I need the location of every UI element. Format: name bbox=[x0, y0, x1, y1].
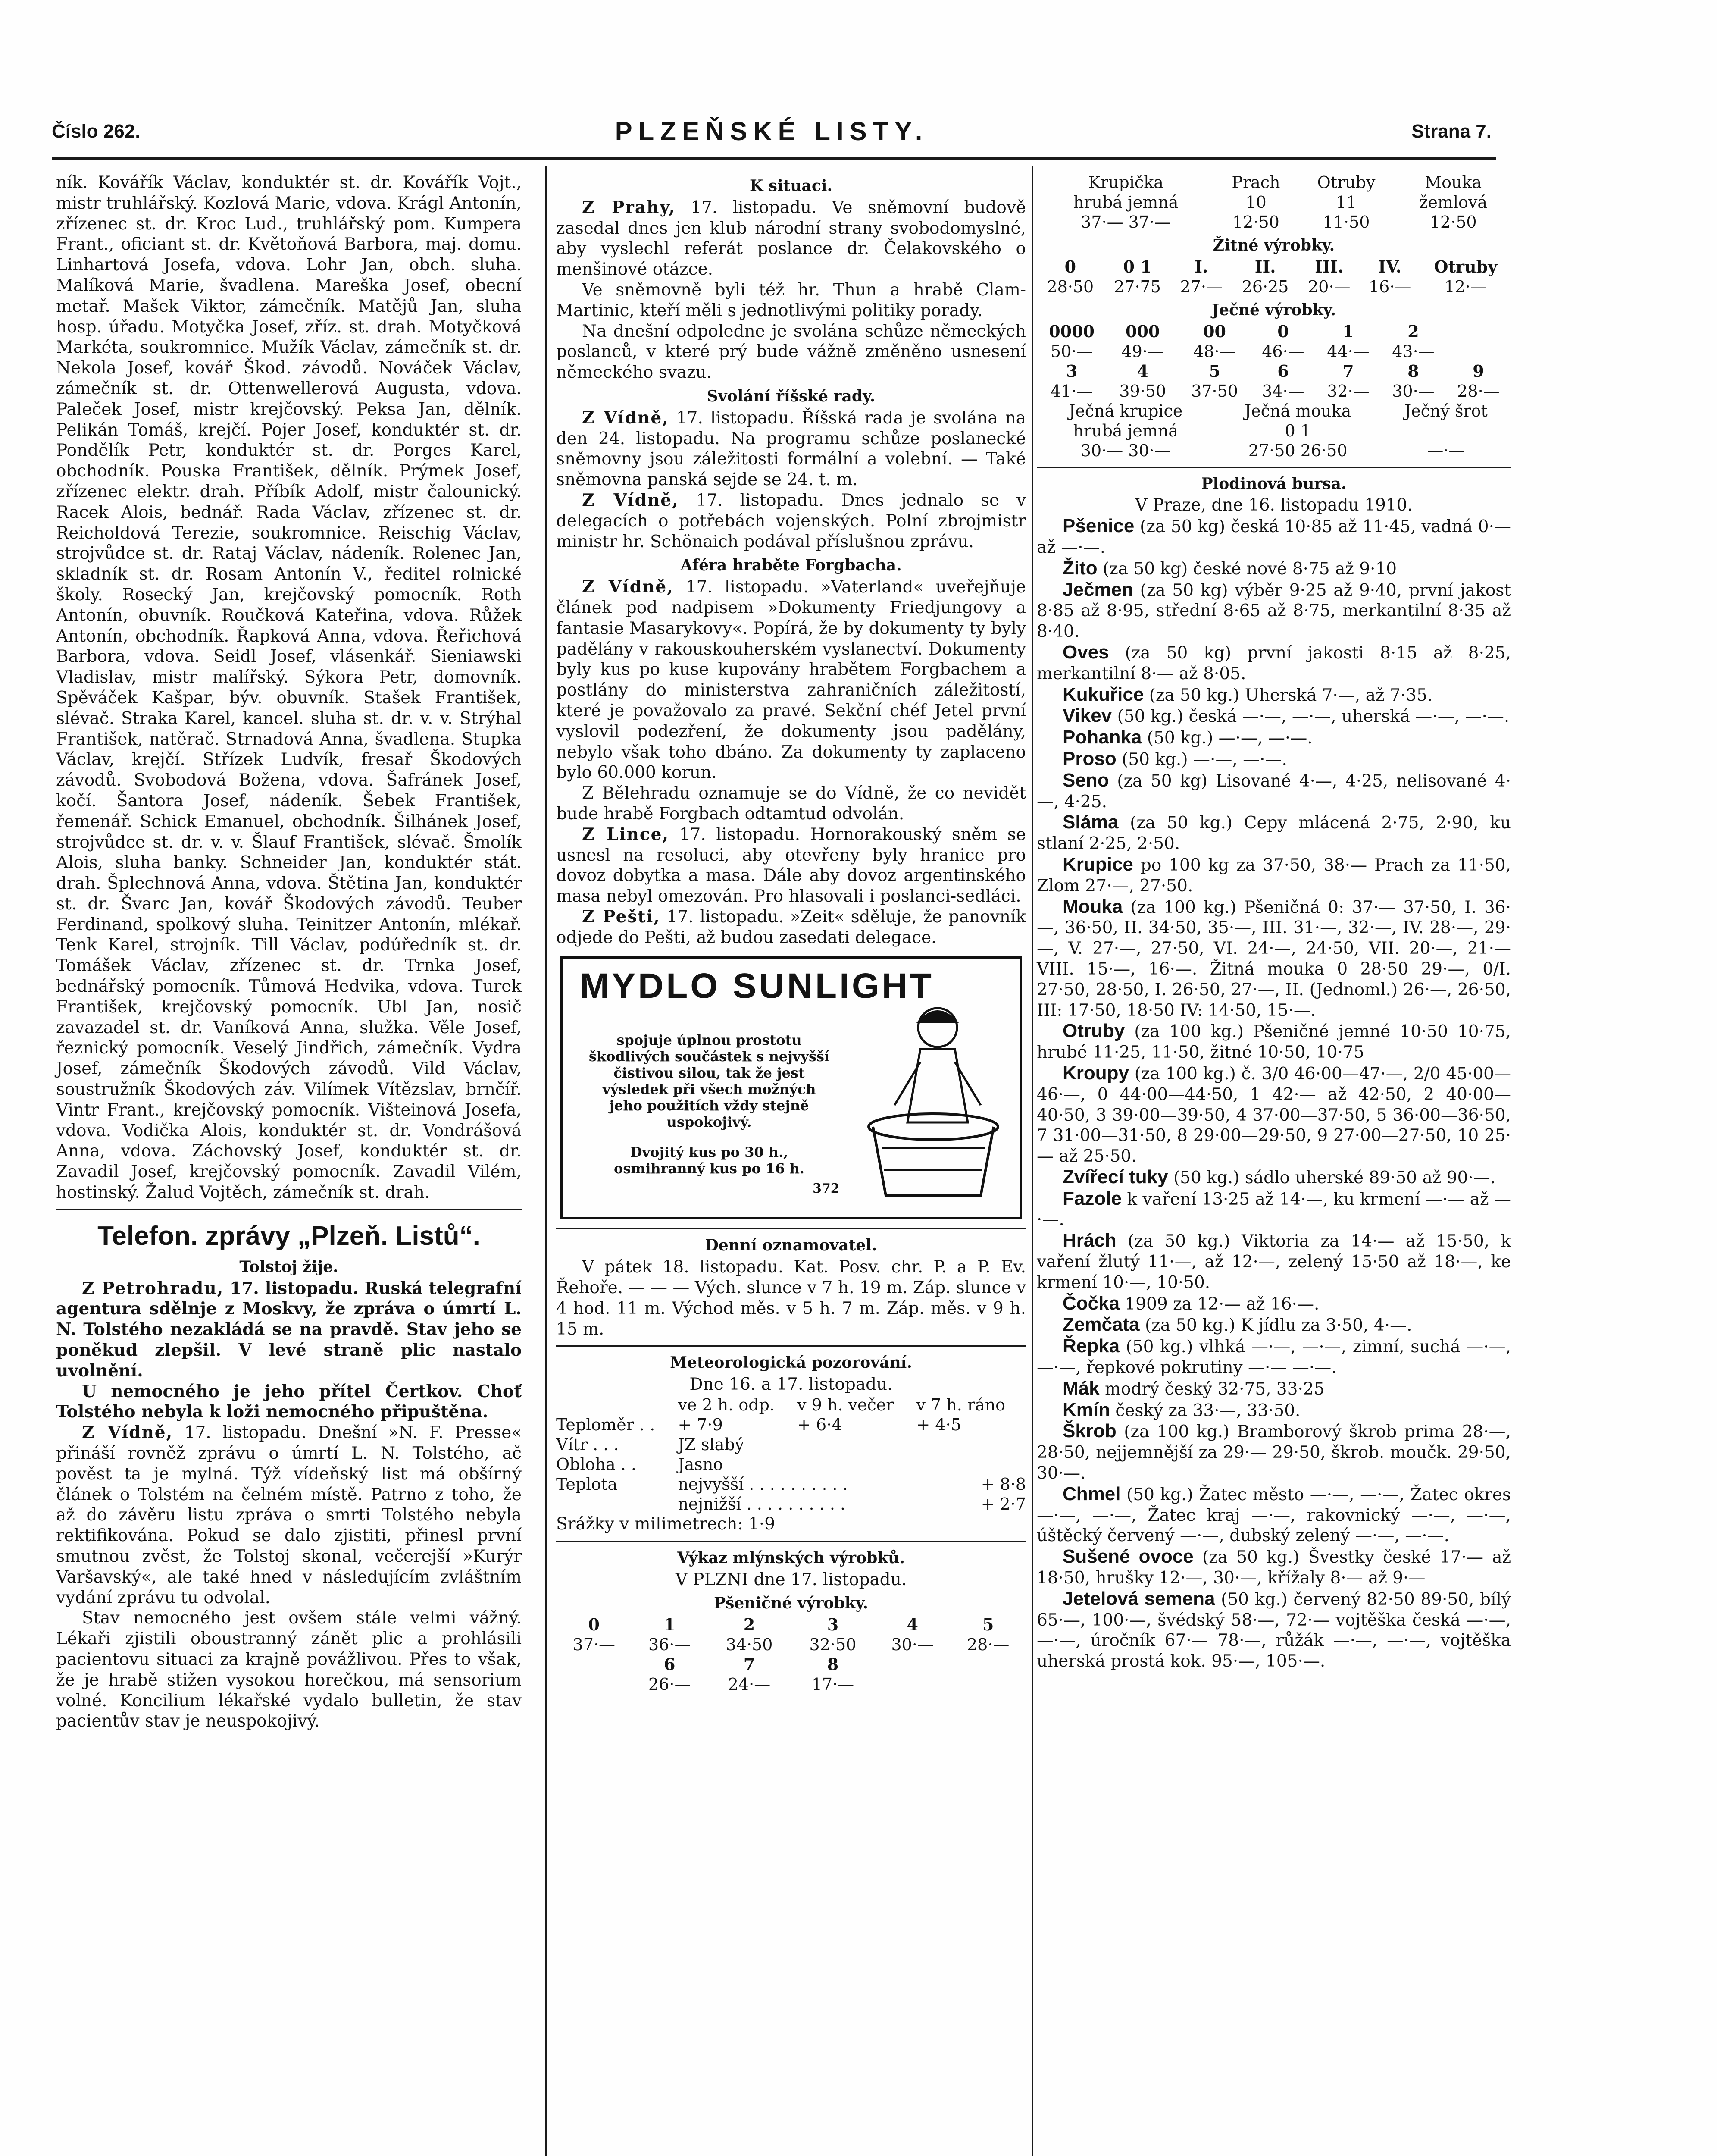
commodity-prices: (za 50 kg.) Uherská 7·—, až 7·35. bbox=[1144, 685, 1433, 705]
commodity-name: Krupice bbox=[1063, 853, 1133, 875]
commodity-entry bbox=[1037, 1021, 1511, 1063]
commodity-name: Proso bbox=[1063, 748, 1117, 769]
afera-paragraph-3: Z Lince, 17. listopadu. Hornorakouský sněm se usnesl na resoluci, aby otevřeny byly hranice pro dovoz dobytka a masa. Dále aby dovoz argentinského masa nebyl omezován. Pro hlasovali i poslanci-sedláci. bbox=[556, 824, 1026, 906]
rada-paragraph-2: Z Vídně, 17. listopadu. Dnes jednalo se v delegacích o potřebách vojenských. Polní zbrojmistr ministr hr. Schönaich podával příslušnou zprávu. bbox=[556, 490, 1026, 552]
meteo-date: Dne 16. a 17. listopadu. bbox=[689, 1375, 893, 1395]
jecne-extra-head-row: Ječná krupice Ječná mouka Ječný šrot bbox=[1069, 401, 1488, 420]
section-rule-2 bbox=[556, 1228, 1026, 1229]
krupicka-sub-row: hrubá jemná 10 11 žemlová bbox=[1073, 193, 1488, 212]
commodity-name: Řepka bbox=[1063, 1335, 1120, 1357]
commodity-entry bbox=[1037, 558, 1511, 580]
column-divider-2 bbox=[1032, 166, 1033, 2156]
commodity-prices: (za 50 kg.) Cepy mlácená 2·75, 2·90, ku stlaní 2·25, 2·50. bbox=[1037, 813, 1511, 854]
rada-heading: Svolání říšské rady. bbox=[707, 387, 876, 405]
commodity-name: Žito bbox=[1063, 557, 1098, 579]
tolstoj-paragraph-2: U nemocného je jeho přítel Čertkov. Choť Tolstého nebyla k loži nemocného připuštěna. bbox=[56, 1381, 522, 1422]
page-header bbox=[52, 116, 1492, 155]
commodity-name: Pšenice bbox=[1063, 515, 1135, 537]
commodity-entry bbox=[1037, 727, 1511, 749]
commodity-name: Kroupy bbox=[1063, 1062, 1129, 1084]
psenicne-numbers-row-2: 6 7 8 bbox=[664, 1655, 839, 1674]
commodity-name: Hrách bbox=[1063, 1230, 1117, 1251]
tolstoj-paragraph-1: Z Petrohradu, 17. listopadu. Ruská telegrafní agentura sdělnje z Moskvy, že zpráva o úmrtí L. N. Tolstého nezakládá se na pravdě. Stav jeho se poněkud zlepšil. V levé straně plic nastalo uvolnění. bbox=[56, 1278, 522, 1381]
commodity-prices: modrý český 32·75, 33·25 bbox=[1099, 1379, 1325, 1399]
meteo-temp-min-row: nejnižší . . . . . . . . . . + 2·7 bbox=[678, 1495, 1026, 1514]
section-rule bbox=[56, 1209, 522, 1210]
commodity-entry bbox=[1037, 1188, 1511, 1231]
commodity-name: Mouka bbox=[1063, 896, 1123, 917]
bursa-items bbox=[1037, 516, 1511, 1672]
krupicka-head-row: Krupička Prach Otruby Mouka bbox=[1088, 173, 1482, 192]
commodity-prices: po 100 kg za 37·50, 38·— Prach za 11·50, Zlom 27·—, 27·50. bbox=[1037, 855, 1511, 896]
jecne-head-row-2: 3 4 5 6 7 8 9 bbox=[1066, 361, 1484, 381]
jecne-table bbox=[1037, 322, 1511, 401]
psenicne-table bbox=[556, 1615, 1026, 1694]
commodity-prices: (50 kg.) —·—, —·—. bbox=[1142, 728, 1313, 748]
krupicka-values-row: 37·— 37·— 12·50 11·50 12·50 bbox=[1081, 213, 1477, 232]
sunlight-advertisement bbox=[560, 956, 1022, 1219]
commodity-name: Fazole bbox=[1063, 1188, 1122, 1209]
issue-number: Číslo 262. bbox=[52, 121, 141, 142]
commodity-prices: (50 kg.) červený 82·50 89·50, bílý 65·—, 100·—, švédský 58·—, 72·— vojtěška česká —·—, —·—, úročník 67·— 78·—, růžák —·—, —·—, vojtěška uherská prostá kok. 95·—, 105·—. bbox=[1037, 1589, 1511, 1671]
column-2 bbox=[556, 172, 1026, 1694]
commodity-name: Chmel bbox=[1063, 1483, 1121, 1504]
commodity-name: Kukuřice bbox=[1063, 683, 1144, 705]
commodity-entry bbox=[1037, 1400, 1511, 1421]
jecne-extra-values-row: 30·— 30·— 27·50 26·50 —·— bbox=[1080, 441, 1465, 460]
commodity-prices: (za 50 kg.) K jídlu za 3·50, 4·—. bbox=[1139, 1316, 1412, 1335]
jecne-head-row-1: 0000 000 00 0 1 2 bbox=[1049, 321, 1419, 341]
commodity-entry bbox=[1037, 1314, 1511, 1336]
bursa-date: V Praze, dne 16. listopadu 1910. bbox=[1135, 495, 1413, 515]
commodity-name: Mák bbox=[1063, 1377, 1100, 1399]
situace-heading: K situaci. bbox=[749, 177, 833, 195]
jecne-values-row-2: 41·— 39·50 37·50 34·— 32·— 30·— 28·— bbox=[1050, 381, 1500, 401]
psenicne-values-row: 37·— 36·— 34·50 32·50 30·— 28·— bbox=[572, 1635, 1010, 1655]
commodity-name: Zemčata bbox=[1063, 1314, 1140, 1335]
commodity-name: Kmín bbox=[1063, 1399, 1110, 1420]
commodity-entry bbox=[1037, 580, 1511, 642]
commodity-entry bbox=[1037, 1063, 1511, 1167]
commodity-entry bbox=[1037, 1546, 1511, 1589]
commodity-entry bbox=[1037, 896, 1511, 1021]
jecne-values-row-1: 50·— 49·— 48·— 46·— 44·— 43·— bbox=[1050, 342, 1435, 361]
commodity-name: Oves bbox=[1063, 641, 1109, 663]
tolstoj-paragraph-4: Stav nemocného jest ovšem stále velmi vážný. Lékaři zjistili oboustranný zánět plic a prohlásili pacientovu situaci za krajně povážlivou. Přes to však, že je hrabě stižen vysokou horečkou, má sensorium volné. Koncilium lékařské vydalo bulletin, že stav pacientův stav je neuspokojivý. bbox=[56, 1608, 522, 1731]
ad-price-line-1: Dvojitý kus po 30 h., bbox=[630, 1144, 788, 1161]
commodity-prices: (za 50 kg) česká 10·85 až 11·45, vadná 0·— až —·—. bbox=[1037, 517, 1511, 557]
commodity-name: Sušené ovoce bbox=[1063, 1546, 1194, 1567]
meteo-heading: Meteorologická pozorování. bbox=[670, 1354, 912, 1372]
commodity-entry bbox=[1037, 705, 1511, 727]
commodity-entry bbox=[1037, 749, 1511, 770]
commodity-entry bbox=[1037, 1378, 1511, 1400]
meteo-table bbox=[556, 1395, 1026, 1514]
zitne-values-row: 28·50 27·75 27·— 26·25 20·— 16·— 12·— bbox=[1047, 277, 1487, 296]
tolstoj-heading: Tolstoj žije. bbox=[239, 1257, 338, 1276]
commodity-prices: český za 33·—, 33·50. bbox=[1110, 1401, 1301, 1420]
ad-price bbox=[588, 1144, 830, 1177]
ad-brand: MYDLO SUNLIGHT bbox=[580, 966, 934, 1006]
commodity-entry bbox=[1037, 684, 1511, 706]
washerwoman-illustration bbox=[856, 993, 1011, 1209]
header-rule bbox=[52, 157, 1496, 160]
commodity-name: Ječmen bbox=[1063, 579, 1133, 600]
vykaz-heading: Výkaz mlýnských výrobků. bbox=[677, 1548, 905, 1567]
meteo-srazky: Srážky v milimetrech: 1·9 bbox=[556, 1514, 776, 1534]
afera-heading: Aféra hraběte Forgbacha. bbox=[680, 556, 902, 575]
psenicne-values-row-2: 26·— 24·— 17·— bbox=[648, 1675, 854, 1694]
zitne-table bbox=[1037, 257, 1511, 297]
commodity-prices: (za 50 kg) výběr 9·25 až 9·40, první jakost 8·85 až 8·95, střední 8·65 až 8·75, merkantilní 8·35 až 8·40. bbox=[1037, 580, 1511, 642]
commodity-prices: (50 kg.) —·—, —·—. bbox=[1116, 749, 1287, 769]
commodity-entry bbox=[1037, 812, 1511, 854]
zitne-head-row: 0 0 1 I. II. III. IV. Otruby bbox=[1064, 257, 1498, 276]
psenicne-numbers-row: 0 1 2 3 4 5 bbox=[588, 1615, 994, 1635]
meteo-row: Vítr . . . JZ slabý bbox=[556, 1435, 744, 1454]
commodity-prices: (za 50 kg) české nové 8·75 až 9·10 bbox=[1097, 559, 1397, 579]
commodity-name: Sláma bbox=[1063, 812, 1119, 833]
commodity-entry bbox=[1037, 1589, 1511, 1672]
commodity-entry bbox=[1037, 1293, 1511, 1315]
denni-text: V pátek 18. listopadu. Kat. Posv. chr. P. a P. Ev. Řehoře. — — — Vých. slunce v 7 h. 19 m. Záp. slunce v 4 hod. 11 m. Východ měs. v 5 h. 7 m. Záp. měs. v 9 h. 15 m. bbox=[556, 1257, 1026, 1339]
column-divider-1 bbox=[545, 166, 547, 2156]
commodity-entry bbox=[1037, 1421, 1511, 1483]
commodity-name: Seno bbox=[1063, 769, 1109, 791]
ad-text: spojuje úplnou prostotu škodlivých součástek s nejvyšší čistivou silou, tak že jest výsledek při všech možných jeho použitích vždy stejně uspokojivý. bbox=[588, 1032, 830, 1131]
commodity-prices: (50 kg.) česká —·—, —·—, uherská —·—, —·—. bbox=[1112, 707, 1510, 727]
commodity-name: Jetelová semena bbox=[1063, 1588, 1215, 1609]
afera-paragraph-2: Z Bělehradu oznamuje se do Vídně, že co nevidět bude hrabě Forgbach odtamtud odvolán. bbox=[556, 783, 1026, 824]
commodity-prices: (za 100 kg.) Pšeničné jemné 10·50 10·75, hrubé 11·25, 11·50, žitné 10·50, 10·75 bbox=[1037, 1022, 1511, 1062]
section-rule-4 bbox=[556, 1541, 1026, 1542]
commodity-name: Vikev bbox=[1063, 705, 1112, 727]
ad-price-line-2: osmihranný kus po 16 h. bbox=[613, 1160, 805, 1177]
death-list-paragraph: ník. Kovářík Václav, konduktér st. dr. Kovářík Vojt., mistr truhlářský. Kozlová Marie, vdova. Krágl Antonín, zřízenec st. dr. Kroc Lud., truhlářský pom. Kumpera Frant., oficiant st. dr. Květoňová Barbora, maj. domu. Linhartová Josefa, vdova. Lohr Jan, obch. sluha. Malíková Marie, švadlena. Mareška Josef, obecní metař. Mašek Viktor, zámečník. Matějů Jan, sluha hosp. úřadu. Motyčka Josef, zříz. st. drah. Motyčková Markéta, soukromnice. Mužík Václav, zámečník st. dr. Nekola Josef, kovář Škod. závodů. Nováček Václav, zámečník st. dr. Ottenwellerová Augusta, vdova. Paleček Josef, mistr krejčovský. Peksa Jan, dělník. Pelikán Tomáš, krejčí. Pojer Josef, konduktér st. dr. Pondělík Petr, konduktér st. dr. Porges Karel, obchodník. Pouska František, dělník. Prýmek Josef, zřízenec elektr. drah. Příbík Adolf, mistr čalounický. Racek Alois, bednář. Rada Václav, zřízenec st. dr. Reicholdová Terezie, soukromnice. Reischig Václav, strojvůdce st. dr. Rataj Václav, nádeník. Rolenec Jan, skladník st. dr. Rosam Antonín V., ředitel rolnické školy. Rosecký Jan, krejčovský pomocník. Roth Antonín, obuvník. Roučková Kateřina, vdova. Růžek Antonín, obchodník. Řapková Anna, vdova. Řeřichová Barbora, vdova. Seidl Josef, vlásenkář. Sieniawski Vladislav, mistr malířský. Sýkora Petr, domovník. Spěváček Kašpar, býv. obuvník. Stašek František, slévač. Straka Karel, kancel. sluha st. dr. v. v. Strýhal František, natěrač. Strnadová Anna, švadlena. Stupka Václav, krejčí. Střízek Ludvík, fresař Škodových závodů. Svobodová Božena, vdova. Šafránek Josef, kočí. Šantora Josef, nádeník. Šebek František, řemenář. Schick Emanuel, obchodník. Šilhánek Josef, strojvůdce st. dr. v. v. Šlauf František, slévač. Šmolík Alois, sluha banky. Schneider Jan, konduktér stát. drah. Šplechnová Anna, vdova. Štětina Jan, konduktér st. dr. Švarc Jan, kovář Škodových závodů. Teuber Ferdinand, spolkový sluha. Teinitzer Antonín, mlékař. Tenk Karel, strojník. Till Václav, podúředník st. dr. Tomášek Václav, zřízenec st. dr. Trnka Josef, bednářský pomocník. Tůmová Hedvika, vdova. Turek František, krejčovský pomocník. Ubl Jan, nosič zavazadel st. dr. Vaníková Anna, služka. Věle Josef, řeznický pomocník. Veselý Jindřich, zámečník. Vydra Josef, zámečník Škodových závodů. Vild Václav, soustružník Škodových záv. Vilímek Vítězslav, brnčíř. Vintr Frant., krejčovský pomocník. Višteinová Josefa, vdova. Vodička Alois, konduktér st. dr. Vondrášová Anna, vdova. Záchovský Josef, konduktér st. dr. Zavadil Josef, krejčovský pomocník. Zavadil Vilém, hostinský. Žalud Vojtěch, zámečník st. drah. bbox=[56, 173, 522, 1203]
ad-code: 372 bbox=[813, 1181, 840, 1197]
commodity-name: Otruby bbox=[1063, 1020, 1125, 1042]
meteo-row: Obloha . . Jasno bbox=[556, 1455, 723, 1474]
zitne-heading: Žitné výrobky. bbox=[1213, 236, 1335, 254]
commodity-prices: (50 kg.) vlhká —·—, —·—, zimní, suchá —·—, —·—, řepkové pokrutiny —·— —·—. bbox=[1037, 1337, 1511, 1378]
newspaper-title: PLZEŇSKÉ LISTY. bbox=[615, 117, 929, 146]
commodity-entry bbox=[1037, 642, 1511, 684]
vykaz-date: V PLZNI dne 17. listopadu. bbox=[675, 1570, 907, 1589]
commodity-prices: (za 50 kg) první jakosti 8·15 až 8·25, merkantilní 8·— až 8·05. bbox=[1037, 643, 1511, 683]
jecne-extra-sub-row: hrubá jemná 0 1 bbox=[1073, 421, 1311, 440]
commodity-name: Čočka bbox=[1063, 1292, 1120, 1314]
commodity-name: Pohanka bbox=[1063, 727, 1142, 748]
commodity-prices: k vaření 13·25 až 14·—, ku krmení —·— až —·—. bbox=[1037, 1189, 1511, 1230]
commodity-prices: (za 50 kg) Lisované 4·—, 4·25, nelisované 4·—, 4·25. bbox=[1037, 771, 1511, 812]
tolstoj-paragraph-3: Z Vídně, 17. listopadu. Dnešní »N. F. Presse« přináší rovněž zprávu o úmrtí L. N. Tolstého, ač pověst ta je mylná. Týž vídeňský list má obšírný článek o Tolstém na čelném místě. Patrno z toho, že až do závěru listu zpráva o smrti Tolstého nebyla rektifikována. Pokud se dalo zjistiti, přinesl první smutnou zvěst, že Tolstoj skonal, večerejší »Kurýr Varšavský«, ale také hned v následujícím zvláštním vydání zprávu tu odvolal. bbox=[56, 1423, 522, 1608]
page-number: Strana 7. bbox=[1411, 121, 1492, 142]
denni-heading: Denní oznamovatel. bbox=[705, 1236, 877, 1255]
commodity-prices: (za 100 kg.) č. 3/0 46·00—47·—, 2/0 45·00—46·—, 0 44·00—44·50, 1 42·— až 42·50, 2 40·00—40·50, 3 39·00—39·50, 4 37·00—37·50, 5 36·00—36·50, 7 31·00—31·50, 8 29·00—29·50, 9 27·00—27·50, 10 25·— až 25·50. bbox=[1037, 1064, 1511, 1166]
meteo-header-row: ve 2 h. odp. v 9 h. večer v 7 h. ráno bbox=[678, 1395, 1006, 1415]
commodity-entry bbox=[1037, 1167, 1511, 1188]
commodity-entry bbox=[1037, 854, 1511, 896]
commodity-name: Zvířecí tuky bbox=[1063, 1166, 1168, 1188]
commodity-entry bbox=[1037, 516, 1511, 558]
afera-paragraph-4: Z Pešti, 17. listopadu. »Zeit« sděluje, že panovník odjede do Pešti, až budou zasedati delegace. bbox=[556, 906, 1026, 947]
afera-paragraph-1: Z Vídně, 17. listopadu. »Vaterland« uveřejňuje článek pod nadpisem »Dokumenty Friedjungovy a fantasie Masarykovy«. Popírá, že by dokumenty ty byly padělány v rakouskouherském vyslanectví. Dokumenty byly kus po kuse kupovány hrabětem Forgbachem a postlány do ministerstva zahraničních záležitostí, které je považovalo za pravé. Sekční chéf Jetel první vyslovil podezření, že dokumenty jsou padělány, nebylo však toho dbáno. Za dokumenty ty zaplaceno bylo 60.000 korun. bbox=[556, 577, 1026, 783]
bursa-heading: Plodinová bursa. bbox=[1201, 474, 1347, 493]
situace-paragraph-1: Z Prahy, 17. listopadu. Ve sněmovní budově zasedal dnes jen klub národní strany svobodomyslné, aby vyslechl referát poslance dr. Čelakovského o menšinové otázce. bbox=[556, 197, 1026, 279]
psenicne-heading: Pšeničné výrobky. bbox=[714, 1594, 868, 1613]
meteo-temp-max-row: Teplota nejvyšší . . . . . . . . . . + 8·8 bbox=[556, 1475, 1026, 1494]
commodity-prices: (za 100 kg.) Pšeničná 0: 37·— 37·50, I. 36·—, 36·50, II. 34·50, 35·—, III. 31·—, 32·—, IV. 28·—, 29·—, V. 27·—, 27·50, VI. 24·—, 24·50, VII. 20·—, 21·— VIII. 15·—, 16·—. Žitná mouka 0 28·50 29·—, 0/I. 27·50, 28·50, I. 26·50, 27·—, II. (Jednoml.) 26·—, 26·50, III: 17·50, 18·50 IV: 14·50, 15·—. bbox=[1037, 897, 1511, 1020]
section-rule-3 bbox=[556, 1345, 1026, 1347]
commodity-prices: (50 kg.) sádlo uherské 89·50 až 90·—. bbox=[1168, 1168, 1496, 1188]
column-3 bbox=[1037, 172, 1511, 1672]
column-1 bbox=[56, 172, 522, 1732]
commodity-entry bbox=[1037, 770, 1511, 812]
section-rule-5 bbox=[1037, 467, 1511, 468]
situace-paragraph-2: Ve sněmovně byli též hr. Thun a hrabě Clam-Martinic, kteří měli s jednotlivými politiky porady. bbox=[556, 280, 1026, 320]
commodity-entry bbox=[1037, 1230, 1511, 1293]
telefon-heading: Telefon. zprávy „Plzeň. Listů“. bbox=[97, 1221, 480, 1251]
situace-paragraph-3: Na dnešní odpoledne je svolána schůze německých poslanců, v které prý bude vážně změněno usnesení německého svazu. bbox=[556, 321, 1026, 382]
commodity-prices: (za 100 kg.) Bramborový škrob prima 28·—, 28·50, nejjemnější za 29·— 29·50, škrob. moučk. 29·50, 30·—. bbox=[1037, 1422, 1511, 1483]
commodity-entry bbox=[1037, 1336, 1511, 1378]
rada-paragraph-1: Z Vídně, 17. listopadu. Říšská rada je svolána na den 24. listopadu. Na programu schůze poslanecké sněmovny jsou záležitosti formální a volební. — Také sněmovna panská sejde se 24. t. m. bbox=[556, 407, 1026, 490]
commodity-prices: (50 kg.) Žatec město —·—, —·—, Žatec okres —·—, —·—, Žatec kraj —·—, rakovnický —·—, —·—, úštěcký červený —·—, dubský zelený —·—, —·—. bbox=[1037, 1485, 1511, 1546]
meteo-row: Teploměr . . + 7·9 + 6·4 + 4·5 bbox=[556, 1415, 961, 1435]
commodity-prices: (za 50 kg.) Viktoria za 14·— až 15·50, k vaření žlutý 11·—, až 12·—, zelený 15·50 až 18·—, ke krmení 10·—, 10·50. bbox=[1037, 1232, 1511, 1292]
commodity-prices: 1909 za 12·— až 16·—. bbox=[1120, 1294, 1320, 1314]
commodity-prices: (za 50 kg.) Švestky české 17·— až 18·50, hrušky 12·—, 30·—, křížaly 8·— až 9·— bbox=[1037, 1548, 1511, 1588]
jecne-heading: Ječné výrobky. bbox=[1212, 301, 1336, 319]
krupicka-table bbox=[1037, 172, 1511, 232]
commodity-entry bbox=[1037, 1484, 1511, 1546]
commodity-name: Škrob bbox=[1063, 1420, 1117, 1442]
jecne-extra-table bbox=[1037, 401, 1511, 461]
